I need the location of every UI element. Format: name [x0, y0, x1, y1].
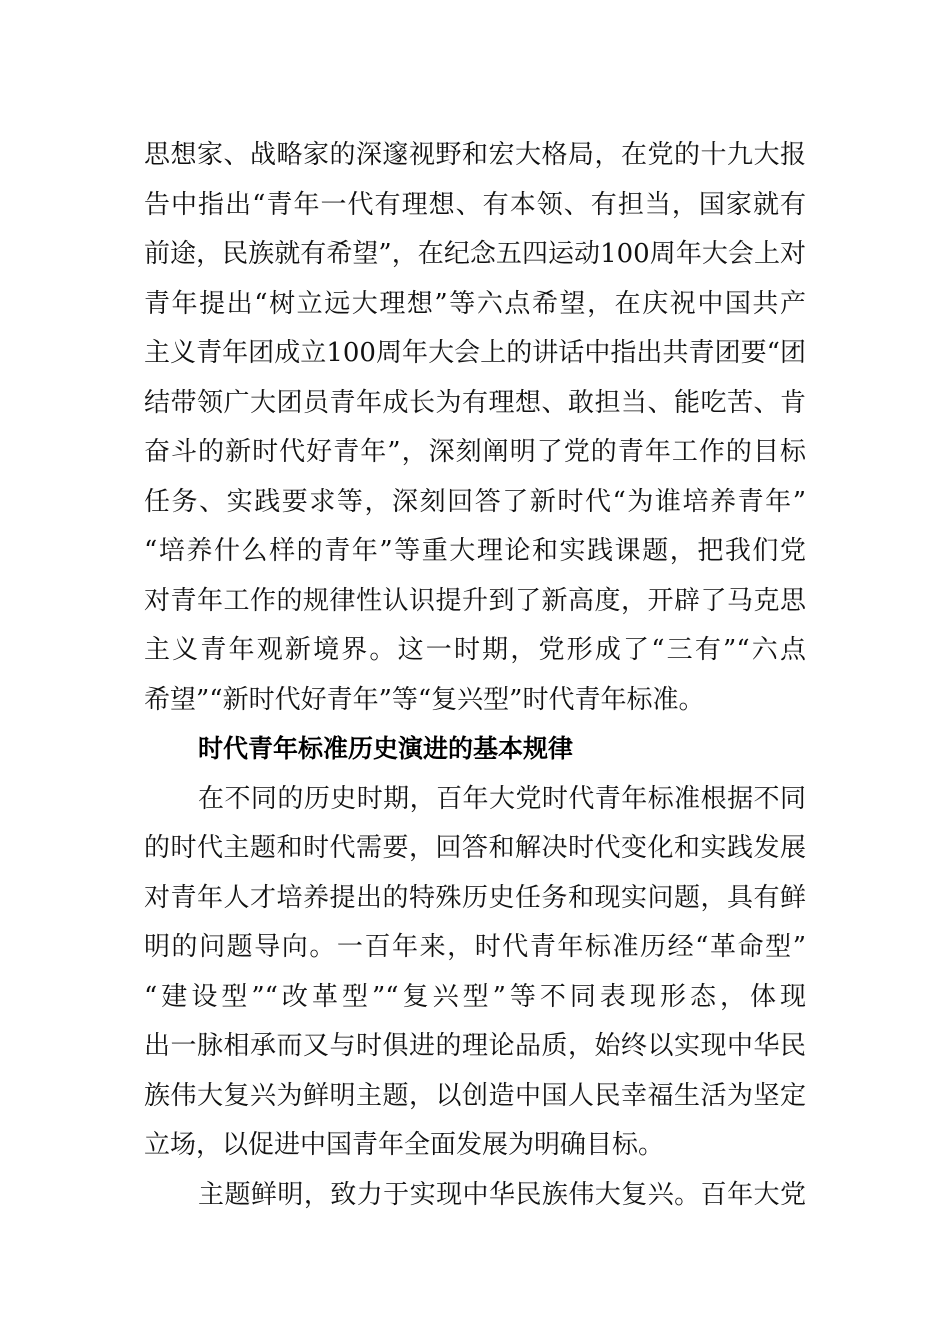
paragraph-1-line-2: 告中指出“青年一代有理想、有本领、有担当，国家就有: [144, 190, 806, 220]
paragraph-2-line-5: “建设型”“改革型”“复兴型”等不同表现形态，体现: [144, 982, 806, 1012]
paragraph-2-line-3: 对青年人才培养提出的特殊历史任务和现实问题，具有鲜: [144, 883, 806, 913]
paragraph-1-line-4: 青年提出“树立远大理想”等六点希望，在庆祝中国共产: [144, 289, 806, 319]
paragraph-1-line-11: 主义青年观新境界。这一时期，党形成了“三有”“六点: [144, 635, 806, 665]
paragraph-2-line-8: 立场，以促进中国青年全面发展为明确目标。: [144, 1130, 665, 1160]
paragraph-3-line-1: 主题鲜明，致力于实现中华民族伟大复兴。百年大党: [198, 1180, 806, 1210]
paragraph-1-line-10: 对青年工作的规律性认识提升到了新高度，开辟了马克思: [144, 586, 806, 616]
paragraph-1-line-12: 希望”“新时代好青年”等“复兴型”时代青年标准。: [144, 685, 705, 715]
paragraph-2-line-2: 的时代主题和时代需要，回答和解决时代变化和实践发展: [144, 833, 806, 863]
paragraph-2-line-4: 明的问题导向。一百年来，时代青年标准历经“革命型”: [144, 932, 806, 962]
paragraph-1-line-7: 奋斗的新时代好青年”，深刻阐明了党的青年工作的目标: [144, 437, 806, 467]
paragraph-1-line-9: “培养什么样的青年”等重大理论和实践课题，把我们党: [144, 536, 806, 566]
paragraph-2-line-6: 出一脉相承而又与时俱进的理论品质，始终以实现中华民: [144, 1031, 806, 1061]
paragraph-1-line-1: 思想家、战略家的深邃视野和宏大格局，在党的十九大报: [144, 140, 806, 170]
paragraph-1-line-6: 结带领广大团员青年成长为有理想、敢担当、能吃苦、肯: [144, 388, 806, 418]
paragraph-2-line-7: 族伟大复兴为鲜明主题，以创造中国人民幸福生活为坚定: [144, 1081, 806, 1111]
paragraph-2-line-1: 在不同的历史时期，百年大党时代青年标准根据不同: [198, 784, 806, 814]
section-heading: 时代青年标准历史演进的基本规律: [198, 734, 574, 763]
paragraph-1-line-3: 前途，民族就有希望”，在纪念五四运动100周年大会上对: [144, 239, 806, 269]
paragraph-1-line-8: 任务、实践要求等，深刻回答了新时代“为谁培养青年”: [144, 487, 806, 517]
paragraph-1-line-5: 主义青年团成立100周年大会上的讲话中指出共青团要“团: [144, 338, 806, 368]
